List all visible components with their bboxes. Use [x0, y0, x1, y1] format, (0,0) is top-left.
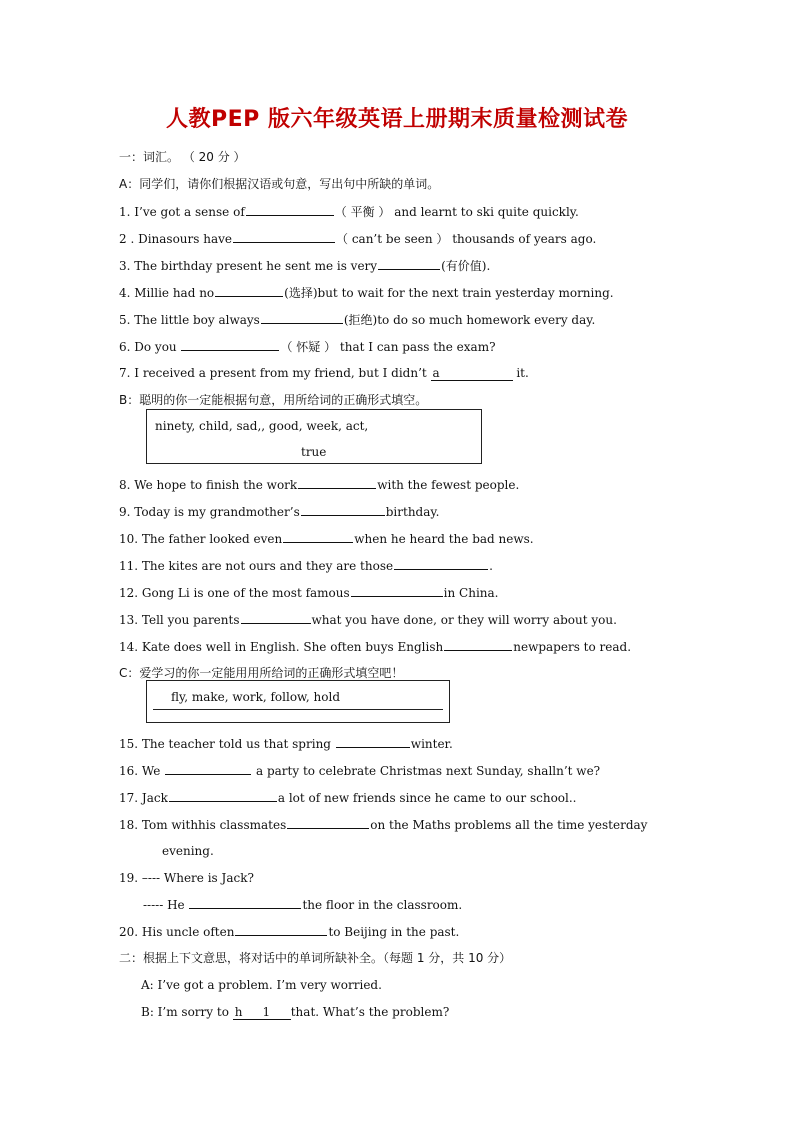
answer-blank[interactable] [283, 530, 353, 543]
question-11: 11. The kites are not ours and they are those . [119, 559, 493, 573]
dialogue-line-b1: B: I’m sorry to h 1 that. What’s the problem? [141, 1005, 450, 1019]
question-6: 6. Do you （ 怀疑 ） that I can pass the exam? [119, 340, 496, 354]
question-18-continued: evening. [162, 844, 214, 858]
answer-blank[interactable] [287, 816, 369, 829]
question-20: 20. His uncle often to Beijing in the past. [119, 925, 460, 939]
word-list-b-line-2: true [301, 445, 327, 459]
answer-blank[interactable] [336, 735, 410, 748]
part-b-instruction: B：聪明的你一定能根据句意，用所给词的正确形式填空。 [119, 393, 428, 407]
question-10: 10. The father looked even when he heard the bad news. [119, 532, 534, 546]
question-2: 2 . Dinasours have （ can’t be seen ） thousands of years ago. [119, 232, 597, 246]
question-12: 12. Gong Li is one of the most famous in China. [119, 586, 499, 600]
question-13: 13. Tell you parents what you have done, or they will worry about you. [119, 613, 617, 627]
part-a-instruction: A：同学们，请你们根据汉语或句意，写出句中所缺的单词。 [119, 177, 440, 191]
answer-blank[interactable] [261, 311, 343, 324]
answer-blank[interactable] [394, 557, 488, 570]
question-4: 4. Millie had no (选择)but to wait for the next train yesterday morning. [119, 286, 614, 300]
question-19-answer-line: ----- He the floor in the classroom. [143, 898, 463, 912]
word-box-c-rule [153, 709, 443, 710]
answer-blank[interactable] [378, 257, 440, 270]
answer-blank[interactable] [165, 762, 251, 775]
word-list-b-line-1: ninety, child, sad,, good, week, act, [155, 419, 369, 433]
answer-blank[interactable] [246, 203, 334, 216]
question-8: 8. We hope to finish the work with the fewest people. [119, 478, 520, 492]
question-9: 9. Today is my grandmother’s birthday. [119, 505, 440, 519]
answer-blank[interactable]: h 1 [233, 1006, 291, 1020]
answer-blank[interactable] [215, 284, 283, 297]
word-list-c: fly, make, work, follow, hold [171, 690, 341, 704]
answer-blank[interactable] [233, 230, 335, 243]
question-1: 1. I’ve got a sense of （ 平衡 ） and learnt to ski quite quickly. [119, 205, 579, 219]
answer-blank[interactable] [444, 638, 512, 651]
answer-blank[interactable] [169, 789, 277, 802]
question-3: 3. The birthday present he sent me is very (有价值). [119, 259, 491, 273]
part-c-instruction: C：爱学习的你一定能用用所给词的正确形式填空吧！ [119, 666, 404, 680]
question-5: 5. The little boy always (拒绝)to do so much homework every day. [119, 313, 596, 327]
answer-blank[interactable] [189, 896, 301, 909]
question-16: 16. We a party to celebrate Christmas next Sunday, shalln’t we? [119, 764, 601, 778]
question-18: 18. Tom withhis classmates on the Maths problems all the time yesterday [119, 818, 648, 832]
question-7: 7. I received a present from my friend, but I didn’t a it. [119, 366, 529, 380]
answer-blank[interactable] [181, 338, 279, 351]
dialogue-line-a1: A: I’ve got a problem. I’m very worried. [141, 978, 382, 992]
word-box-b [146, 409, 482, 464]
answer-blank[interactable] [298, 476, 376, 489]
question-14: 14. Kate does well in English. She often buys English newpapers to read. [119, 640, 632, 654]
answer-blank[interactable] [351, 584, 443, 597]
section-2-heading: 二：根据上下文意思，将对话中的单词所缺补全。（每题 1 分，共 10 分） [119, 951, 512, 965]
question-19: 19. –--- Where is Jack? [119, 871, 254, 885]
question-17: 17. Jack a lot of new friends since he came to our school.. [119, 791, 577, 805]
question-15: 15. The teacher told us that spring winter. [119, 737, 453, 751]
answer-blank[interactable] [235, 923, 327, 936]
page-title: 人教PEP 版六年级英语上册期末质量检测试卷 [166, 107, 628, 132]
answer-blank[interactable]: a [431, 367, 513, 381]
answer-blank[interactable] [241, 611, 311, 624]
word-box-c [146, 680, 450, 723]
section-1-heading: 一：词汇。 （ 20 分 ） [119, 150, 246, 164]
answer-blank[interactable] [301, 503, 385, 516]
